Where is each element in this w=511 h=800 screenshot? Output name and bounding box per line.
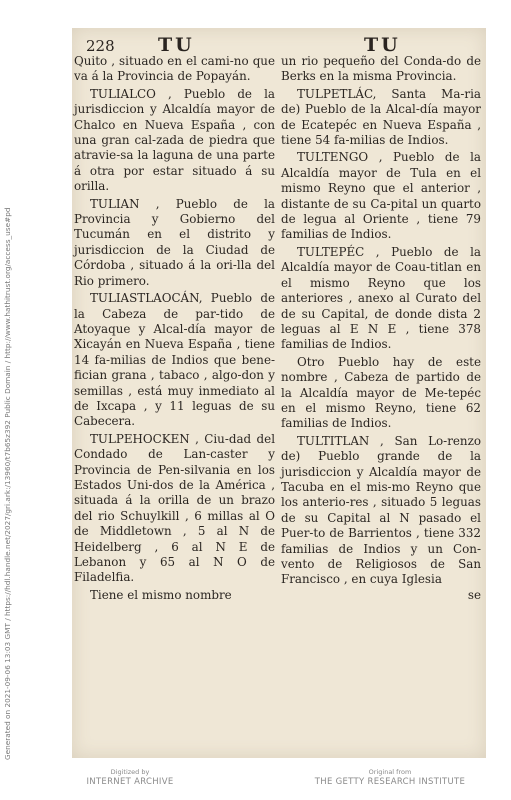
running-head-left: TU xyxy=(158,34,195,56)
footer-digitizer-name: INTERNET ARCHIVE xyxy=(86,777,174,787)
footer-original xyxy=(290,768,490,788)
right-paragraph: TULTITLAN , San Lo-renzo de) Pueblo grande de la jurisdiccion y Alcaldía mayor de Tacuba en el mis-mo Reyno que los anterio-res , situado 5 leguas de su Capital al N pasado el Puer-to de Barrientos , tiene 332 familias de Indios y un Con-vento de Religiosos de San Francisco , en cuya Iglesia xyxy=(281,433,481,587)
right-paragraph: Otro Pueblo hay de este nombre , Cabeza de partido de la Alcaldía mayor de Me-tepéc en el mismo Reyno, tiene 62 familias de Indios. xyxy=(281,354,481,431)
catchword: se xyxy=(467,587,481,602)
running-head-right: TU xyxy=(364,34,401,56)
side-watermark-text: Generated on 2021-09-06 13:03 GMT / https://hdl.handle.net/2027/gri.ark:/13960/t7b65z392 Public Domain / http://www.hathitrust.org/access_use#pd xyxy=(3,207,12,760)
left-paragraph: TULIASTLAOCÁN, Pueblo de la Cabeza de par-tido de Atoyaque y Alcal-día mayor de Xicayán en Nueva España , tiene 14 fa-milias de Indios que bene-fician grana , tabaco , algo-don y semillas , está muy inmediato al de Ixcapa , y 11 leguas de su Cabecera. xyxy=(74,291,275,429)
footer-digitized-label: Digitized by xyxy=(110,768,150,776)
footer-digitized xyxy=(60,768,200,788)
book-page xyxy=(72,28,486,758)
right-paragraph: TULPETLÁC, Santa Ma-ria de) Pueblo de la Alcal-día mayor de Ecatepéc en Nueva España , tiene 54 fa-milias de Indios. xyxy=(281,86,481,148)
left-paragraph: Quito , situado en el cami-no que va á la Provincia de Popayán. xyxy=(74,54,275,84)
footer-original-label: Original from xyxy=(368,768,412,776)
left-column xyxy=(74,54,275,603)
left-paragraph: TULIAN , Pueblo de la Provincia y Gobierno del Tucumán en el distrito y jurisdiccion de la Ciudad de Córdoba , situado á la ori-lla del Rio primero. xyxy=(74,196,275,288)
left-paragraph: Tiene el mismo nombre xyxy=(90,587,232,602)
right-paragraph: un rio pequeño del Conda-do de Berks en la misma Provincia. xyxy=(281,54,481,84)
right-column xyxy=(281,54,481,603)
footer xyxy=(0,768,511,800)
footer-original-name: THE GETTY RESEARCH INSTITUTE xyxy=(314,777,466,787)
left-paragraph: TULIALCO , Pueblo de la jurisdiccion y Alcaldía mayor de Chalco en Nueva España , con una gran cal-zada de piedra que atravie-sa la laguna de una parte á otra por estar situado á su orilla. xyxy=(74,86,275,194)
right-paragraph: TULTEPÉC , Pueblo de la Alcaldía mayor de Coau-titlan en el mismo Reyno que los anteriores , anexo al Curato del de su Capital, de donde dista 2 leguas al E N E , tiene 378 familias de Indios. xyxy=(281,244,481,352)
right-paragraph: TULTENGO , Pueblo de la Alcaldía mayor de Tula en el mismo Reyno que el anterior , distante de su Ca-pital un quarto de legua al Oriente , tiene 79 familias de Indios. xyxy=(281,150,481,242)
left-paragraph: TULPEHOCKEN , Ciu-dad del Condado de Lan-caster y Provincia de Pen-silvania en los Estados Uni-dos de la América , situada á la orilla de un brazo del rio Schuylkill , 6 millas al O de Middletown , 5 al N de Heidelberg , 6 al N E de Lebanon y 65 al N O de Filadelfia. xyxy=(74,431,275,585)
side-watermark xyxy=(3,207,17,760)
page-number: 228 xyxy=(86,37,115,55)
